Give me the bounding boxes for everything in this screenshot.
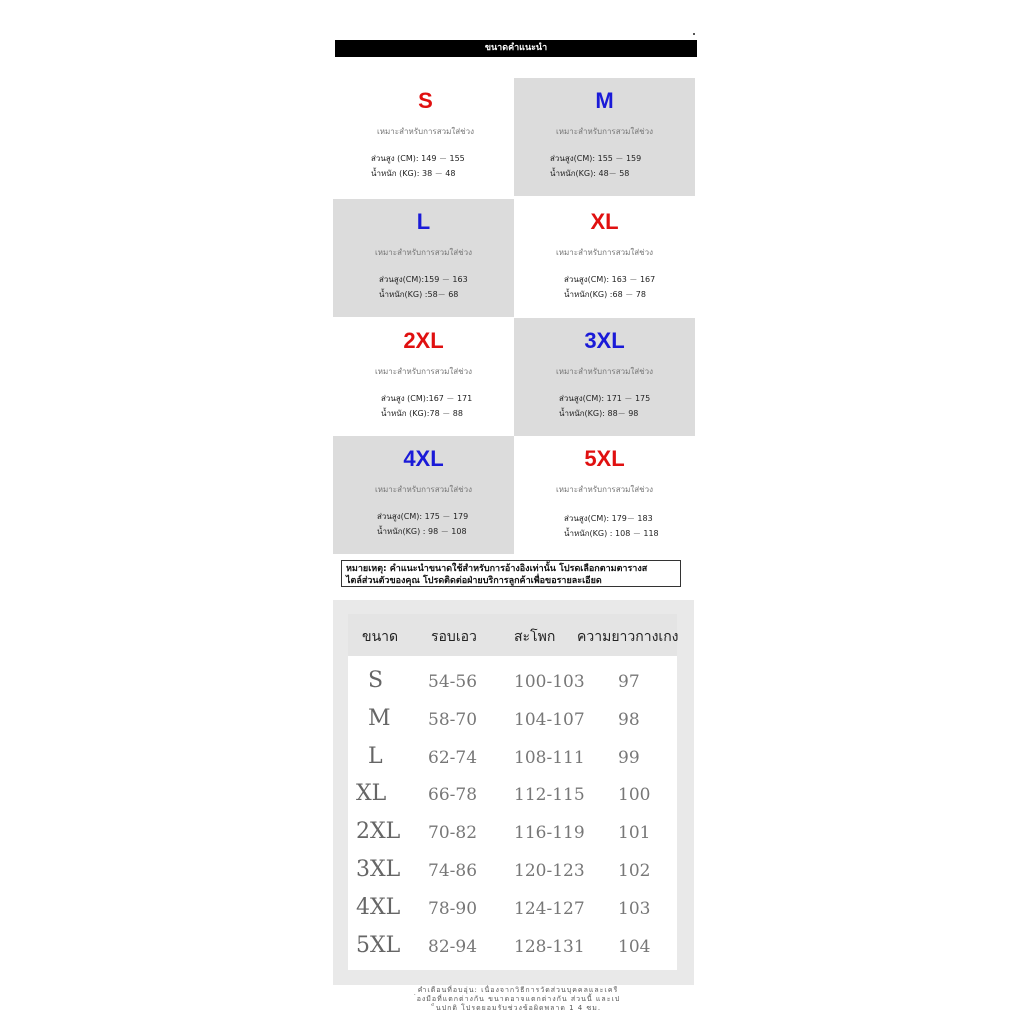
fit-range-caption: เหมาะสำหรับการสวมใส่ช่วง <box>375 485 472 494</box>
cell-length: 100 <box>618 785 651 806</box>
size-card <box>514 199 695 317</box>
table-row <box>348 931 677 969</box>
column-header-pants-length: ความยาวกางเกง <box>577 629 679 645</box>
size-card <box>514 78 695 196</box>
table-row <box>348 704 677 742</box>
note-line: ไตล์ส่วนตัวของคุณ โปรดติดต่อฝ่ายบริการลูกค้าเพื่อขอรายละเอียด <box>346 576 602 586</box>
size-label: M <box>595 88 614 113</box>
table-row <box>348 893 677 931</box>
page-title: ขนาดคำแนะนำ <box>335 40 697 57</box>
weight-range: น้ำหนัก(KG) : 98 － 108 <box>377 527 467 536</box>
cell-waist: 74-86 <box>428 861 478 881</box>
note-line: หมายเหตุ: คำแนะนำขนาดใช้สำหรับการอ้างอิงเท่านั้น โปรดเลือกตามตารางส <box>346 564 648 574</box>
cell-length: 103 <box>618 898 651 919</box>
size-label: 5XL <box>584 446 625 471</box>
cell-hip: 104-107 <box>514 709 585 730</box>
cell-size: 3XL <box>356 857 401 882</box>
cell-waist: 78-90 <box>428 898 478 919</box>
weight-range: น้ำหนัก (KG): 38 － 48 <box>371 169 456 178</box>
height-range: ส่วนสูง (CM): 149 － 155 <box>371 154 465 163</box>
disclaimer-note <box>341 560 681 587</box>
cell-hip: 120-123 <box>514 861 585 881</box>
size-card <box>333 318 514 436</box>
column-header-hip: สะโพก <box>514 629 556 645</box>
size-label: XL <box>590 209 619 234</box>
height-range: ส่วนสูง(CM):159 － 163 <box>379 275 468 284</box>
cell-hip: 100-103 <box>514 672 585 692</box>
footer-warning <box>373 986 663 1013</box>
cell-size: M <box>368 705 391 731</box>
cell-hip: 116-119 <box>514 823 585 844</box>
cell-hip: 108-111 <box>514 747 585 768</box>
cell-hip: 112-115 <box>514 785 585 806</box>
table-row <box>348 666 677 704</box>
fit-range-caption: เหมาะสำหรับการสวมใส่ช่วง <box>556 127 653 136</box>
table-header-row <box>348 614 677 656</box>
size-card <box>335 78 516 196</box>
fit-range-caption: เหมาะสำหรับการสวมใส่ช่วง <box>375 248 472 257</box>
weight-range: น้ำหนัก(KG): 48－ 58 <box>550 169 630 178</box>
weight-range: น้ำหนัก(KG): 88－ 98 <box>559 409 639 418</box>
cell-waist: 54-56 <box>428 672 478 692</box>
size-label: 4XL <box>403 446 444 471</box>
cell-waist: 62-74 <box>428 747 478 768</box>
column-header-waist: รอบเอว <box>431 629 477 645</box>
size-card <box>514 318 695 436</box>
size-guide-page <box>333 0 696 1024</box>
size-label: 2XL <box>403 328 444 353</box>
cell-length: 98 <box>618 709 640 730</box>
cell-length: 101 <box>618 823 651 844</box>
height-range: ส่วนสูง(CM): 163 － 167 <box>564 275 656 284</box>
fit-range-caption: เหมาะสำหรับการสวมใส่ช่วง <box>377 127 474 136</box>
column-header-size: ขนาด <box>362 629 399 645</box>
size-card <box>333 436 514 554</box>
cell-waist: 70-82 <box>428 823 478 844</box>
fit-range-caption: เหมาะสำหรับการสวมใส่ช่วง <box>556 485 653 494</box>
size-label: S <box>418 88 433 113</box>
measurement-table-panel <box>333 600 694 985</box>
cell-hip: 128-131 <box>514 936 585 957</box>
height-range: ส่วนสูง(CM): 155 － 159 <box>550 154 642 163</box>
height-range: ส่วนสูง(CM): 171 － 175 <box>559 394 651 403</box>
cell-size: L <box>368 743 383 769</box>
cell-size: 5XL <box>356 932 401 958</box>
cell-length: 104 <box>618 936 651 957</box>
cell-length: 99 <box>618 747 640 768</box>
cell-waist: 66-78 <box>428 785 478 806</box>
cell-size: 2XL <box>356 819 401 845</box>
cell-size: 4XL <box>356 894 401 920</box>
footer-line: คำเตือนที่อบอุ่น: เนื่องจากวิธีการวัดส่วนบุคคลและเครื <box>417 986 619 994</box>
weight-range: น้ำหนัก(KG) :58－ 68 <box>379 290 459 299</box>
cell-waist: 82-94 <box>428 936 478 957</box>
footer-line: ่องมือที่แตกต่างกัน ขนาดอาจแตกต่างกัน ส่วนนี้ และเป <box>415 995 621 1003</box>
cell-waist: 58-70 <box>428 709 478 730</box>
table-row <box>348 855 677 893</box>
size-label: 3XL <box>584 328 625 353</box>
cell-length: 97 <box>618 672 640 692</box>
decorative-dot <box>693 33 695 35</box>
height-range: ส่วนสูง (CM):167 － 171 <box>381 394 473 403</box>
measurement-table <box>348 614 677 970</box>
table-row <box>348 779 677 817</box>
size-card <box>333 199 514 317</box>
cell-length: 102 <box>618 861 651 881</box>
cell-size: S <box>368 668 384 693</box>
table-row <box>348 817 677 855</box>
weight-range: น้ำหนัก(KG) :68 － 78 <box>564 290 646 299</box>
height-range: ส่วนสูง(CM): 175 － 179 <box>377 512 469 521</box>
fit-range-caption: เหมาะสำหรับการสวมใส่ช่วง <box>375 367 472 376</box>
table-row <box>348 742 677 780</box>
fit-range-caption: เหมาะสำหรับการสวมใส่ช่วง <box>556 367 653 376</box>
height-range: ส่วนสูง(CM): 179－ 183 <box>564 514 653 523</box>
fit-range-caption: เหมาะสำหรับการสวมใส่ช่วง <box>556 248 653 257</box>
weight-range: น้ำหนัก(KG) : 108 － 118 <box>564 529 659 538</box>
footer-line: ็นปกติ โปรดยอมรับช่วงข้อผิดพลาด 1 4 ซม. <box>434 1004 602 1012</box>
weight-range: น้ำหนัก (KG):78 － 88 <box>381 409 463 418</box>
size-label: L <box>416 209 431 234</box>
size-card <box>514 436 695 554</box>
cell-size: XL <box>356 781 387 807</box>
cell-hip: 124-127 <box>514 898 585 919</box>
